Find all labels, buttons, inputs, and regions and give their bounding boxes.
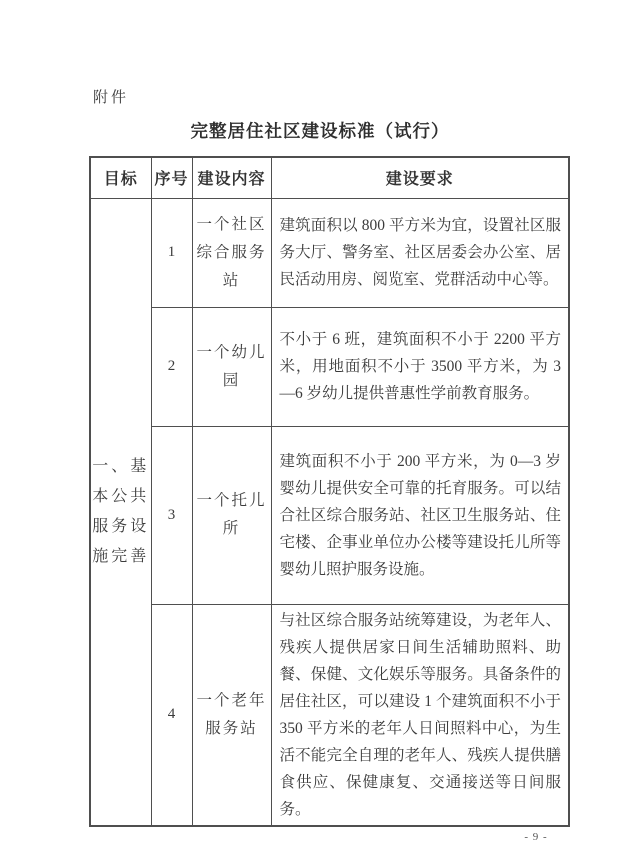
table-row: [90, 307, 569, 426]
goal-group-cell: [90, 198, 151, 826]
content-label: 一个老年服务站: [196, 691, 267, 737]
content-label: 一个托儿所: [196, 492, 267, 537]
page-number: - 9 -: [524, 831, 548, 843]
serial-cell: 1: [151, 198, 192, 307]
col-header-serial: 序号: [151, 157, 192, 198]
attachment-label: 附件: [93, 90, 130, 106]
content-cell: [192, 307, 271, 426]
col-header-goal: 目标: [90, 157, 151, 198]
table-row: [90, 198, 569, 307]
content-cell: [192, 198, 271, 307]
content-cell: [192, 426, 271, 604]
col-header-content: 建设内容: [192, 157, 271, 198]
standards-table: [89, 156, 570, 827]
requirement-cell: 建筑面积不小于 200 平方米，为 0—3 岁婴幼儿提供安全可靠的托育服务。可以结合社区综合服务站、社区卫生服务站、住宅楼、企事业单位办公楼等建设托儿所等婴幼儿照护服务设施。: [271, 426, 569, 604]
content-label: 一个幼儿园: [196, 343, 267, 389]
requirement-cell: 与社区综合服务站统筹建设，为老年人、残疾人提供居家日间生活辅助照料、助餐、保健、文化娱乐等服务。具备条件的居住社区，可以建设 1 个建筑面积不小于 350 平方米的老年人日间照料中心，为生活不能完全自理的老年人、残疾人提供膳食供应、保健康复、交通接送等日间服务。: [271, 604, 569, 826]
content-label: 一个社区综合服务站: [196, 215, 267, 289]
table-row: [90, 426, 569, 604]
goal-group-label: 一、基本公共服务设施完善: [92, 457, 150, 565]
col-header-requirement: 建设要求: [271, 157, 569, 198]
page-title: 完整居住社区建设标准（试行）: [190, 122, 450, 142]
table-header-row: [90, 157, 569, 198]
serial-cell: 3: [151, 426, 192, 604]
serial-cell: 2: [151, 307, 192, 426]
table-row: [90, 604, 569, 826]
requirement-cell: 建筑面积以 800 平方米为宜，设置社区服务大厅、警务室、社区居委会办公室、居民活动用房、阅览室、党群活动中心等。: [271, 198, 569, 307]
content-cell: [192, 604, 271, 826]
serial-cell: 4: [151, 604, 192, 826]
requirement-cell: 不小于 6 班，建筑面积不小于 2200 平方米，用地面积不小于 3500 平方米，为 3—6 岁幼儿提供普惠性学前教育服务。: [271, 307, 569, 426]
